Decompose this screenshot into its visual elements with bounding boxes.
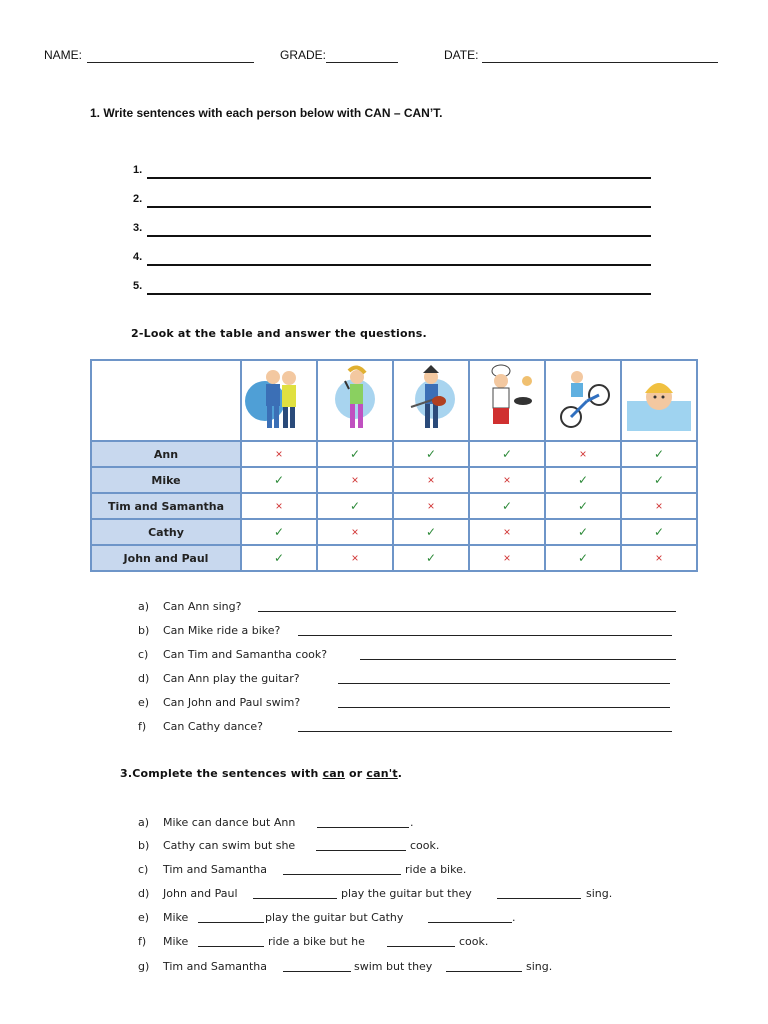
question-text: Can John and Paul swim? <box>163 696 301 709</box>
cross-icon: × <box>393 467 469 493</box>
swimmer-icon <box>621 360 697 441</box>
cross-icon: × <box>241 493 317 519</box>
table-row <box>91 441 697 467</box>
answer-line-2[interactable] <box>147 206 651 208</box>
table-row <box>91 493 697 519</box>
sentence-part: Mike can dance but Ann <box>163 816 296 829</box>
sentence-part: sing. <box>526 960 553 973</box>
answer-line-4[interactable] <box>147 264 651 266</box>
answer-line-3[interactable] <box>147 235 651 237</box>
cross-icon: × <box>621 493 697 519</box>
cross-icon: × <box>469 545 545 571</box>
question-text: Can Ann play the guitar? <box>163 672 300 685</box>
check-icon: ✓ <box>393 441 469 467</box>
check-icon: ✓ <box>241 467 317 493</box>
sentence-part: sing. <box>586 887 613 900</box>
chef-cooking-icon <box>469 360 545 441</box>
question-letter: c) <box>138 648 149 661</box>
sentence-letter: c) <box>138 863 149 876</box>
blank-line[interactable] <box>497 898 581 899</box>
exercise3-title <box>120 767 402 780</box>
date-label: DATE: <box>444 48 479 62</box>
cross-icon: × <box>393 493 469 519</box>
answer-line-5[interactable] <box>147 293 651 295</box>
sentence-number: 4. <box>133 251 143 263</box>
question-text: Can Cathy dance? <box>163 720 263 733</box>
blank-line[interactable] <box>316 850 406 851</box>
sentence-part: ride a bike but he <box>268 935 365 948</box>
sentence-number: 3. <box>133 222 143 234</box>
table-row <box>91 467 697 493</box>
sentence-part: play the guitar but Cathy <box>265 911 404 924</box>
sentence-number: 5. <box>133 280 143 292</box>
sentence-part: . <box>410 816 414 829</box>
cross-icon: × <box>317 519 393 545</box>
sentence-part: ride a bike. <box>405 863 467 876</box>
check-icon: ✓ <box>469 441 545 467</box>
exercise1-title: 1. Write sentences with each person below with CAN – CAN’T. <box>90 106 443 120</box>
sentence-part: Tim and Samantha <box>163 960 268 973</box>
sentence-letter: a) <box>138 816 150 829</box>
question-answer-line[interactable] <box>338 683 670 684</box>
person-name: Cathy <box>91 519 241 545</box>
exercise3-title-prefix: 3.Complete the sentences with <box>120 767 319 780</box>
cross-icon: × <box>621 545 697 571</box>
cyclist-icon <box>545 360 621 441</box>
check-icon: ✓ <box>317 441 393 467</box>
person-name: Tim and Samantha <box>91 493 241 519</box>
question-letter: a) <box>138 600 150 613</box>
sentence-letter: e) <box>138 911 150 924</box>
grade-field[interactable] <box>326 62 398 63</box>
title-period: . <box>397 767 403 780</box>
answer-line-1[interactable] <box>147 177 651 179</box>
check-icon: ✓ <box>545 519 621 545</box>
blank-line[interactable] <box>253 898 337 899</box>
question-answer-line[interactable] <box>298 635 672 636</box>
cross-icon: × <box>317 545 393 571</box>
check-icon: ✓ <box>469 493 545 519</box>
sentence-part: Mike <box>163 911 189 924</box>
check-icon: ✓ <box>545 493 621 519</box>
cross-icon: × <box>469 519 545 545</box>
question-letter: b) <box>138 624 150 637</box>
person-name: Mike <box>91 467 241 493</box>
grade-label: GRADE: <box>280 48 327 62</box>
sentence-part: cook. <box>459 935 489 948</box>
check-icon: ✓ <box>545 545 621 571</box>
check-icon: ✓ <box>317 493 393 519</box>
sentence-letter: g) <box>138 960 150 973</box>
word-or: or <box>348 767 363 780</box>
singer-icon <box>317 360 393 441</box>
sentence-part: play the guitar but they <box>341 887 472 900</box>
sentence-part: Cathy can swim but she <box>163 839 296 852</box>
sentence-part: John and Paul <box>163 887 238 900</box>
blank-line[interactable] <box>428 922 512 923</box>
question-letter: e) <box>138 696 150 709</box>
question-letter: f) <box>138 720 147 733</box>
check-icon: ✓ <box>241 545 317 571</box>
exercise2-title: 2-Look at the table and answer the questions. <box>131 327 427 340</box>
blank-line[interactable] <box>317 827 409 828</box>
check-icon: ✓ <box>241 519 317 545</box>
table-corner <box>91 360 241 441</box>
cross-icon: × <box>241 441 317 467</box>
check-icon: ✓ <box>621 519 697 545</box>
check-icon: ✓ <box>545 467 621 493</box>
sentence-letter: d) <box>138 887 150 900</box>
table-row <box>91 545 697 571</box>
question-text: Can Tim and Samantha cook? <box>163 648 328 661</box>
sentence-number: 1. <box>133 164 143 176</box>
cross-icon: × <box>317 467 393 493</box>
sentence-part: cook. <box>410 839 440 852</box>
blank-line[interactable] <box>283 874 401 875</box>
abilities-table <box>90 359 698 572</box>
table-row <box>91 519 697 545</box>
sentence-letter: f) <box>138 935 147 948</box>
guitar-player-icon <box>393 360 469 441</box>
person-name: John and Paul <box>91 545 241 571</box>
date-field[interactable] <box>482 62 718 63</box>
question-answer-line[interactable] <box>258 611 676 612</box>
question-text: Can Mike ride a bike? <box>163 624 281 637</box>
sentence-part: . <box>512 911 516 924</box>
cross-icon: × <box>545 441 621 467</box>
sentence-number: 2. <box>133 193 143 205</box>
sentence-letter: b) <box>138 839 150 852</box>
blank-line[interactable] <box>283 971 351 972</box>
check-icon: ✓ <box>621 441 697 467</box>
blank-line[interactable] <box>387 946 455 947</box>
question-answer-line[interactable] <box>360 659 676 660</box>
word-can: can <box>322 767 345 780</box>
sentence-part: swim but they <box>354 960 433 973</box>
check-icon: ✓ <box>393 545 469 571</box>
name-label: NAME: <box>44 48 83 62</box>
sentence-part: Mike <box>163 935 189 948</box>
word-cant: can't <box>366 767 398 780</box>
cross-icon: × <box>469 467 545 493</box>
question-letter: d) <box>138 672 150 685</box>
question-answer-line[interactable] <box>338 707 670 708</box>
blank-line[interactable] <box>446 971 522 972</box>
sentence-part: Tim and Samantha <box>163 863 268 876</box>
blank-line[interactable] <box>198 922 264 923</box>
blank-line[interactable] <box>198 946 264 947</box>
check-icon: ✓ <box>393 519 469 545</box>
person-name: Ann <box>91 441 241 467</box>
football-players-icon <box>241 360 317 441</box>
name-field[interactable] <box>87 62 254 63</box>
question-answer-line[interactable] <box>298 731 672 732</box>
check-icon: ✓ <box>621 467 697 493</box>
question-text: Can Ann sing? <box>163 600 242 613</box>
